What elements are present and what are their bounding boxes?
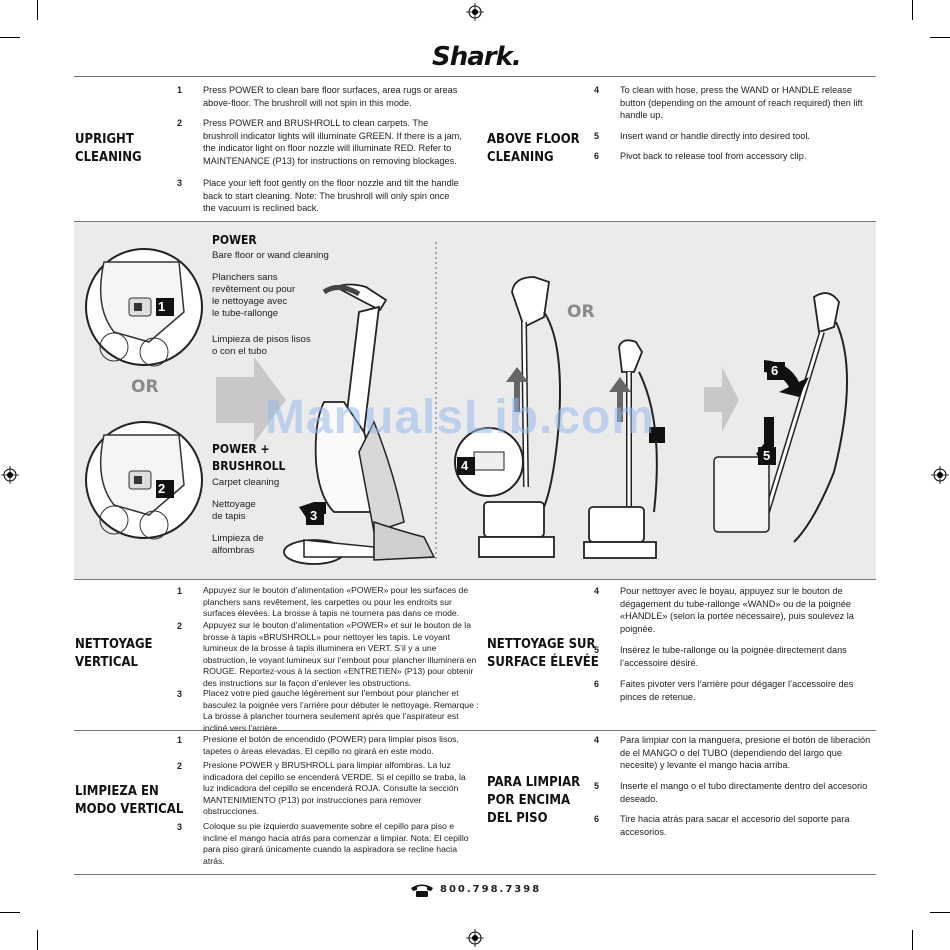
step-number: 3 [177,689,183,699]
step-text: Presione el botón de encendido (POWER) para limpiar pisos lisos, tapetes o áreas elevadas. El cepillo no girará en este modo. [203,734,459,756]
telephone-icon [410,883,434,897]
step-text: To clean with hose, press the WAND or HANDLE release button (depending on the amount of reach required) then lift handle up. [620,85,863,121]
step-text: Appuyez sur le bouton d’alimentation «POWER» et sur le bouton de la brosse à tapis «BRUSHROLL» pour nettoyer les tapis. Le voyant lumineux de la brosse à tapis illuminera en VERT. S’il y a une obstruction, le voyant lumineux sur l’embout pour plancher illuminera en ROUGE. Reportez-vous à la section «ENTRETIEN» (P13) pour obtenir des instructions sur la façon d’enlever les obstructions. [203,620,477,688]
step-item [177,177,467,219]
step-number: 1 [177,586,183,596]
section-title-nettoyage-vertical: NETTOYAGE VERTICAL [75,637,153,670]
watermark: ManualsLib.com [265,391,656,444]
step-item [594,734,876,776]
step-text: Coloque su pie izquierdo suavemente sobre el cepillo para piso e incline el mango hacia atrás para comenzar a limpiar. Nota: El cepillo para piso girará únicamente cuando la aspiradora se recline hacia atrás. [203,821,469,866]
step-number: 4 [594,735,600,745]
step-text: Insérez le tube-rallonge ou la poignée directement dans l’accessoire désiré. [620,645,847,668]
step-number: 2 [177,761,183,771]
step-text: Pour nettoyer avec le boyau, appuyez sur le bouton de dégagement du tube-rallonge «WAND» ou de la poignée «HANDLE» (selon la portée nécessaire), puis soulevez la poignée. [620,586,854,634]
brand-logo: Shark. [432,42,521,72]
step-item [177,620,482,686]
registration-mark-icon [466,929,484,947]
step-item [177,84,467,114]
power-brushroll-label-fr: Nettoyage de tapis [212,499,256,522]
power-brushroll-label-es: Limpieza de alfombras [212,533,264,556]
step-number: 3 [177,822,183,832]
step-text: Appuyez sur le bouton d’alimentation «POWER» pour les surfaces de planchers sans revêtement, les carpettes ou pour les endroits sur surfaces élevées. La brosse à tapis ne tournera pas dans ce mode. [203,585,469,619]
step-number: 2 [177,118,183,128]
step-item [177,585,482,621]
power-label: POWER [212,233,257,247]
step-number: 4 [594,586,600,596]
step-text: Para limpiar con la manguera, presione el botón de liberación de el MANGO o del TUBO (dependiendo del largo que necesite) y levante el mango hacia arriba. [620,735,871,771]
power-brushroll-label: POWER + BRUSHROLL [212,442,286,473]
divider [74,579,876,580]
step-number: 6 [594,151,600,161]
registration-mark-icon [466,3,484,21]
step-text: Pivot back to release tool from accessory clip. [620,151,807,161]
crop-mark [930,912,950,913]
step-text: Press POWER and BRUSHROLL to clean carpets. The brushroll indicator lights will illuminate GREEN. If there is a jam, the indicator light on floor nozzle will illuminate RED. Refer to MAINTENANCE (P13) for instructions on removing blockages. [203,118,462,166]
or-label: OR [567,302,595,322]
step-number: 3 [177,178,183,188]
power-label-en: Bare floor or wand cleaning [212,250,329,261]
crop-mark [37,930,38,950]
crop-mark [0,912,20,913]
step-number: 4 [594,85,600,95]
registration-mark-icon [1,466,19,484]
step-item [594,84,876,124]
crop-mark [930,37,950,38]
step-item [594,780,876,808]
power-label-es: Limpieza de pisos lisos o con el tubo [212,334,311,357]
step-item [177,821,477,871]
crop-mark [912,0,913,20]
step-text: Inserte el mango o el tubo directamente dentro del accesorio deseado. [620,781,868,804]
section-title-para-limpiar-por-encima: PARA LIMPIAR POR ENCIMA DEL PISO [487,775,581,826]
step-item [594,644,876,672]
step-item [594,150,876,164]
step-text: Placez votre pied gauche légèrement sur l’embout pour plancher et basculez la poignée vers l’arrière pour débuter le nettoyage. Remarque : La brosse à plancher tournera seulement après que l’aspirateur est incliné vers l’arrière. [203,688,479,733]
power-label-fr: Planchers sans revêtement ou pour le nettoyage avec le tube-rallonge [212,272,296,319]
step-item [177,760,477,820]
step-text: Faites pivoter vers l’arrière pour dégager l’accessoire des pinces de retenue. [620,679,854,702]
divider [74,874,876,875]
step-number: 1 [177,85,183,95]
step-number: 5 [594,645,600,655]
callout-number: 3 [310,508,318,523]
step-text: Presione POWER y BRUSHROLL para limpiar alfombras. La luz indicadora del cepillo se encenderá VERDE. Si el cepillo se traba, la luz indicadora del cepillo se encenderá ROJA. Consulte la sección MANTENIMIENTO (P13) por instrucciones para remover obstrucciones. [203,760,466,817]
step-number: 2 [177,621,183,631]
callout-number: 6 [771,363,779,378]
step-item [177,734,477,760]
step-item [594,678,876,706]
step-number: 5 [594,131,600,141]
step-text: Tire hacia atrás para sacar el accesorio del soporte para accesorios. [620,814,850,837]
step-text: Place your left foot gently on the floor nozzle and tilt the handle back to start cleaning. Note: The brushroll will only spin once the vacuum is reclined back. [203,178,459,214]
crop-mark [37,0,38,20]
power-brushroll-label-en: Carpet cleaning [212,477,280,488]
crop-mark [912,930,913,950]
callout-number: 2 [158,481,166,496]
step-item [594,130,876,144]
step-number: 6 [594,679,600,689]
step-number: 6 [594,814,600,824]
phone-number: 800.798.7398 [440,884,542,895]
step-item [594,585,876,637]
callout-number: 1 [158,299,166,314]
callout-number: 4 [461,458,469,473]
section-title-upright-cleaning: UPRIGHT CLEANING [75,132,142,165]
or-label: OR [131,377,159,397]
step-item [594,813,876,841]
registration-mark-icon [931,466,949,484]
step-item [177,688,482,733]
step-text: Insert wand or handle directly into desired tool. [620,131,810,141]
crop-mark [0,37,20,38]
step-number: 5 [594,781,600,791]
section-title-above-floor-cleaning: ABOVE FLOOR CLEANING [487,132,580,165]
step-item [177,117,467,172]
step-text: Press POWER to clean bare floor surfaces, area rugs or areas above-floor. The brushroll will not spin in this mode. [203,85,458,108]
step-number: 1 [177,735,183,745]
section-title-nettoyage-surface-elevee: NETTOYAGE SUR SURFACE ÉLEVÉE [487,637,599,670]
divider [74,76,876,77]
callout-number: 5 [763,448,771,463]
section-title-limpieza-modo-vertical: LIMPIEZA EN MODO VERTICAL [75,784,184,817]
